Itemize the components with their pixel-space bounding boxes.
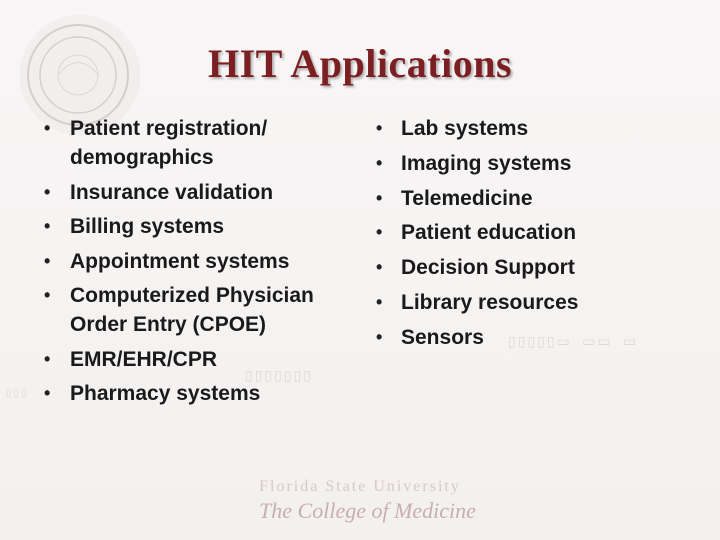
list-item: [376, 253, 696, 282]
list-item: [44, 114, 364, 172]
page-title: HIT Applications: [207, 41, 513, 86]
footer-college-name: The College of Medicine: [259, 498, 476, 523]
list-item-text: Appointment systems: [70, 249, 290, 273]
list-item: [376, 288, 696, 317]
faint-watermark-text-2: ▯▯▯▯▯▯▯: [245, 369, 313, 385]
list-item-text: Computerized Physician Order Entry (CPOE): [70, 284, 314, 336]
list-item-text: Imaging systems: [401, 151, 572, 175]
list-item-text: Insurance validation: [70, 180, 274, 204]
list-item-text: Library resources: [401, 290, 579, 314]
list-item-text: Telemedicine: [401, 186, 533, 210]
faint-watermark-text-3: ▯▯▯: [6, 389, 29, 400]
list-item-text: Sensors: [401, 325, 484, 349]
bullet-icon: •: [376, 326, 383, 347]
list-item-text: Pharmacy systems: [70, 382, 261, 405]
bullet-icon: •: [44, 181, 51, 202]
list-item: [376, 323, 696, 352]
list-item: [44, 345, 364, 374]
list-item-text: Patient registration/ demographics: [70, 117, 268, 169]
list-item: [44, 212, 364, 241]
bullet-icon: •: [44, 348, 51, 369]
list-item: [376, 218, 696, 247]
list-item: [44, 247, 364, 276]
right-bullet-list: [376, 114, 696, 358]
list-item: [44, 379, 364, 408]
bullet-icon: •: [44, 285, 51, 305]
bullet-icon: •: [44, 383, 51, 403]
bullet-icon: •: [376, 257, 383, 278]
list-item-text: Lab systems: [401, 117, 529, 140]
list-item-text: Billing systems: [70, 215, 225, 238]
list-item: [44, 178, 364, 207]
faint-watermark-text-1: ▯▯▯▯▯▭ ▭▭ ▭: [508, 335, 639, 351]
list-item: [376, 184, 696, 213]
list-item: [44, 281, 364, 339]
list-item-text: Decision Support: [401, 256, 575, 280]
bullet-icon: •: [44, 216, 51, 236]
list-item-text: EMR/EHR/CPR: [70, 347, 218, 371]
list-item: [376, 149, 696, 178]
bullet-icon: •: [44, 118, 51, 138]
footer-university-name: Florida State University: [259, 478, 461, 495]
bullet-icon: •: [376, 118, 383, 138]
bullet-icon: •: [376, 222, 383, 243]
bullet-icon: •: [376, 152, 383, 173]
list-item-text: Patient education: [401, 221, 577, 245]
list-item: [376, 114, 696, 143]
bullet-icon: •: [376, 291, 383, 312]
bullet-icon: •: [376, 187, 383, 208]
left-bullet-list: [44, 114, 364, 414]
bullet-icon: •: [44, 250, 51, 271]
